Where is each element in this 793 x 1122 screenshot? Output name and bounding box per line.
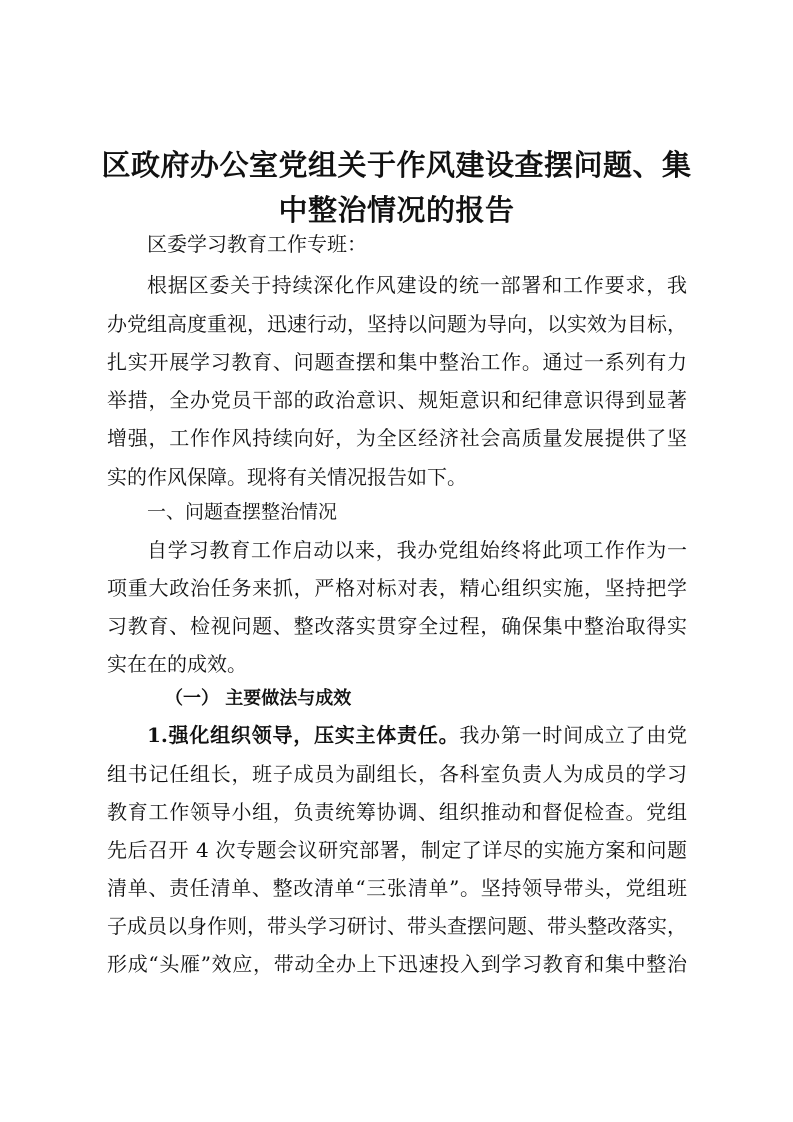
subsection-heading: （一） 主要做法与成效 [165,688,352,709]
intro-line: 举措，全办党员干部的政治意识、规矩意识和纪律意识得到显著 [107,388,687,412]
intro-line: 根据区委关于持续深化作风建设的统一部署和工作要求，我 [147,273,687,297]
section1-line: 习教育、检视问题、整改落实贯穿全过程，确保集中整治取得实 [107,614,687,638]
item1-first-rest: 我办第一时间成立了由党 [459,723,688,747]
item1-bold-lead: 1.强化组织领导，压实主体责任。 [147,723,460,747]
section1-line: 实在在的成效。 [107,652,247,676]
intro-line: 增强，工作作风持续向好，为全区经济社会高质量发展提供了坚 [107,426,687,450]
document-title-line-1: 区政府办公室党组关于作风建设查摆问题、集 [101,148,692,182]
intro-line: 办党组高度重视，迅速行动，坚持以问题为导向，以实效为目标， [107,312,687,336]
item1-line: 组书记任组长，班子成员为副组长，各科室负责人为成员的学习 [107,762,687,786]
salutation: 区委学习教育工作专班： [147,232,367,256]
item1-line: 先后召开 4 次专题会议研究部署，制定了详尽的实施方案和问题 [107,838,687,862]
item1-line: 清单、责任清单、整改清单“三张清单”。坚持领导带头，党组班 [107,876,687,900]
section-heading: 一、问题查摆整治情况 [147,501,338,523]
item1-first-line [147,718,687,752]
item1-line: 子成员以身作则，带头学习研讨、带头查摆问题、带头整改落实， [107,914,687,938]
intro-line: 扎实开展学习教育、问题查摆和集中整治工作。通过一系列有力 [107,350,687,374]
item1-line: 教育工作领导小组，负责统筹协调、组织推动和督促检查。党组 [107,800,687,824]
section1-line: 自学习教育工作启动以来，我办党组始终将此项工作作为一 [147,538,687,562]
item1-line: 形成“头雁”效应，带动全办上下迅速投入到学习教育和集中整治 [107,952,687,976]
section1-line: 项重大政治任务来抓，严格对标对表，精心组织实施，坚持把学 [107,576,687,600]
intro-line: 实的作风保障。现将有关情况报告如下。 [107,465,467,489]
document-title-line-2: 中整治情况的报告 [278,193,515,227]
